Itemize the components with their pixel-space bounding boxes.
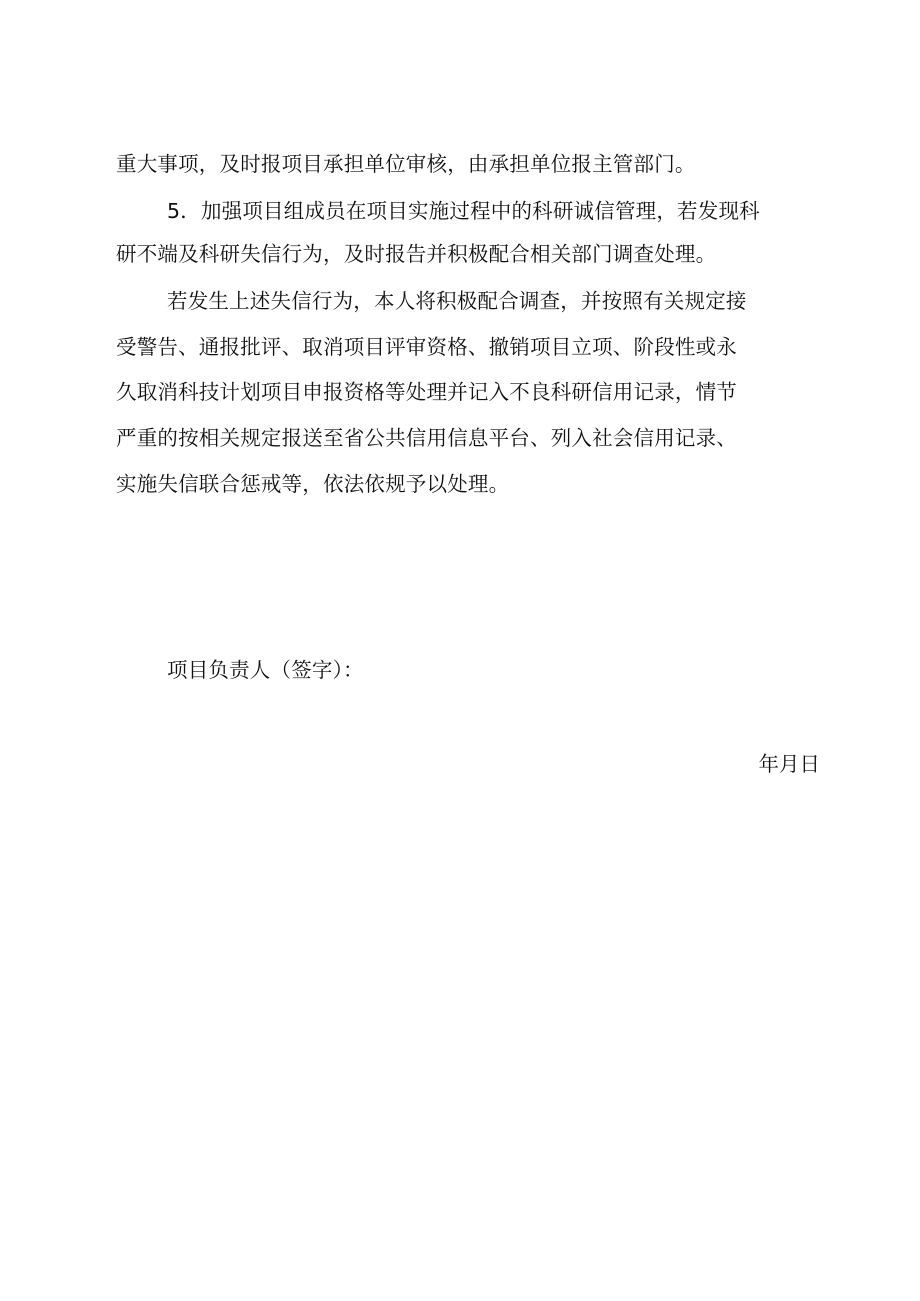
paragraph-3-line-3: 久取消科技计划项目申报资格等处理并记入不良科研信用记录，情节 bbox=[116, 380, 737, 404]
paragraph-2-line-2: 研不端及科研失信行为，及时报告并积极配合相关部门调查处理。 bbox=[116, 242, 717, 266]
signature-label: 项目负责人（签字）： bbox=[167, 658, 364, 682]
paragraph-1-line-1: 重大事项，及时报项目承担单位审核，由承担单位报主管部门。 bbox=[116, 152, 696, 176]
paragraph-2-line-1: 5．加强项目组成员在项目实施过程中的科研诚信管理，若发现科 bbox=[167, 199, 760, 223]
paragraph-3-line-4: 严重的按相关规定报送至省公共信用信息平台、列入社会信用记录、 bbox=[116, 426, 737, 450]
date-label: 年月日 bbox=[758, 752, 820, 776]
paragraph-3-line-1: 若发生上述失信行为，本人将积极配合调查，并按照有关规定接 bbox=[167, 289, 747, 313]
paragraph-3-line-2: 受警告、通报批评、取消项目评审资格、撤销项目立项、阶段性或永 bbox=[116, 335, 737, 359]
paragraph-3-line-5: 实施失信联合惩戒等，依法依规予以处理。 bbox=[116, 472, 510, 496]
